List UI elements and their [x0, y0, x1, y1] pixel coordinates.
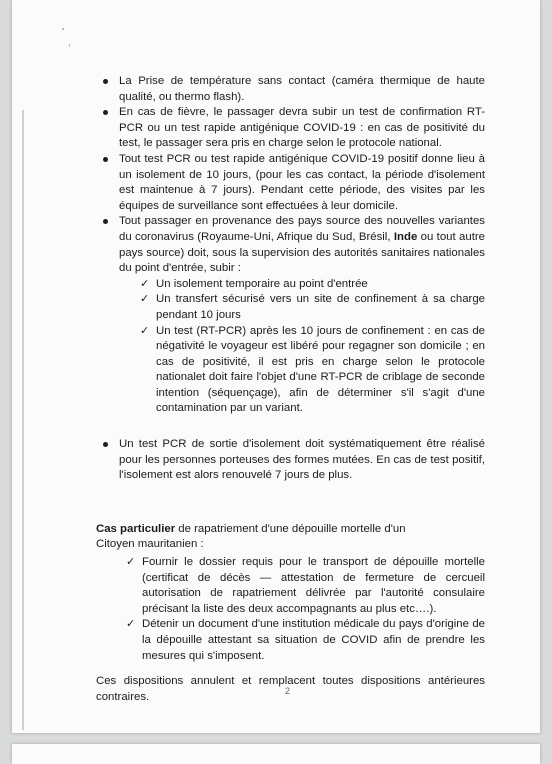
binding-line: [22, 110, 24, 730]
heading-bold: Cas particulier: [96, 522, 176, 535]
checkmark-icon: ✓: [140, 293, 150, 306]
check-text: Un isolement temporaire au point d'entrée: [156, 277, 368, 290]
bullet-text: Tout passager en provenance des pays source des nouvelles variantes du coronavirus (Royaume-Uni, Afrique du Sud, Brésil,: [119, 215, 485, 243]
next-page-edge: [12, 744, 540, 764]
bullet-text: Tout test PCR ou test rapide antigénique COVID-19 positif donne lieu à un isolement de 10 jours, (pour les cas contact, la période d'isolement est maintenue à 7 jours). Pendant cette période, des visites par les équipes de surveillance sont effectuées à leur domicile.: [119, 152, 485, 212]
bullet-text: ou tout autre pays source) doit, sous la supervision des autorités sanitaires nationales du point d'entrée, subir :: [119, 230, 485, 275]
check-text: Un test (RT-PCR) après les 10 jours de confinement : en cas de négativité le voyageur est libéré pour regagner son domicile ; en cas de positivité, il est pris en charge selon le protocole nationalet doit faire l'objet d'une RT-PCR de criblage de seconde intention (séquençage), afin de déterminer s'il s'agit d'une contamination par un variant.: [156, 324, 485, 415]
bullet-dot-icon: [103, 79, 108, 84]
heading-text-line2: Citoyen mauritanien :: [96, 538, 204, 551]
bullet-text: Un test PCR de sortie d'isolement doit systématiquement être réalisé pour les personnes porteuses des formes mutées. En cas de test positif, l'isolement est alors renouvelé 7 jours de plus.: [119, 438, 485, 482]
heading-text: de rapatriement d'une dépouille mortelle d'un: [175, 522, 406, 535]
bullet-text-bold: Inde: [393, 230, 418, 243]
checkmark-icon: ✓: [126, 618, 136, 631]
page-number: 2: [285, 686, 291, 696]
section-heading: [96, 522, 485, 553]
bullet-item: [100, 152, 485, 214]
check-item: [140, 277, 485, 293]
spacer: [100, 417, 485, 437]
check-item: [140, 324, 485, 418]
check-text: Fournir le dossier requis pour le transport de dépouille mortelle (certificat de décès — attestation de fermeture de cercueil autorisation de rapatriement délivrée par l'autorité consulaire précisant la liste des deux accompagnants au plus etc….).: [142, 556, 485, 615]
bullet-text: En cas de fièvre, le passager devra subir un test de confirmation RT-PCR ou un test rapide antigénique COVID-19 : en cas de positivité du test, le passager sera pris en charge selon le protocole national.: [119, 106, 485, 150]
checklist: [140, 277, 485, 417]
checklist: [126, 555, 485, 664]
scan-speck: [62, 28, 64, 30]
bullet-dot-icon: [103, 157, 108, 162]
check-item: [126, 555, 485, 617]
bullet-text: La Prise de température sans contact (caméra thermique de haute qualité, ou thermo flash).: [119, 75, 485, 103]
scan-speck: [69, 44, 70, 47]
bullet-item: [100, 214, 485, 276]
bullet-item: [100, 74, 485, 105]
document-body: [96, 74, 485, 705]
checkmark-icon: ✓: [126, 556, 136, 569]
bullet-dot-icon: [103, 110, 108, 115]
closing-paragraph: Ces dispositions annulent et remplacent toutes dispositions antérieures contraires.: [96, 675, 485, 703]
bullet-dot-icon: [103, 219, 108, 224]
check-item: [126, 617, 485, 664]
checkmark-icon: ✓: [140, 277, 150, 290]
check-item: [140, 292, 485, 323]
check-text: Détenir un document d'une institution médicale du pays d'origine de la dépouille attestant sa situation de COVID afin de prendre les mesures qui s'imposent.: [142, 618, 485, 662]
bullet-dot-icon: [103, 442, 108, 447]
check-text: Un transfert sécurisé vers un site de confinement à sa charge pendant 10 jours: [156, 293, 485, 321]
document-page: [12, 0, 540, 733]
checkmark-icon: ✓: [140, 324, 150, 337]
bullet-item: [100, 437, 485, 484]
bullet-item: [100, 105, 485, 152]
